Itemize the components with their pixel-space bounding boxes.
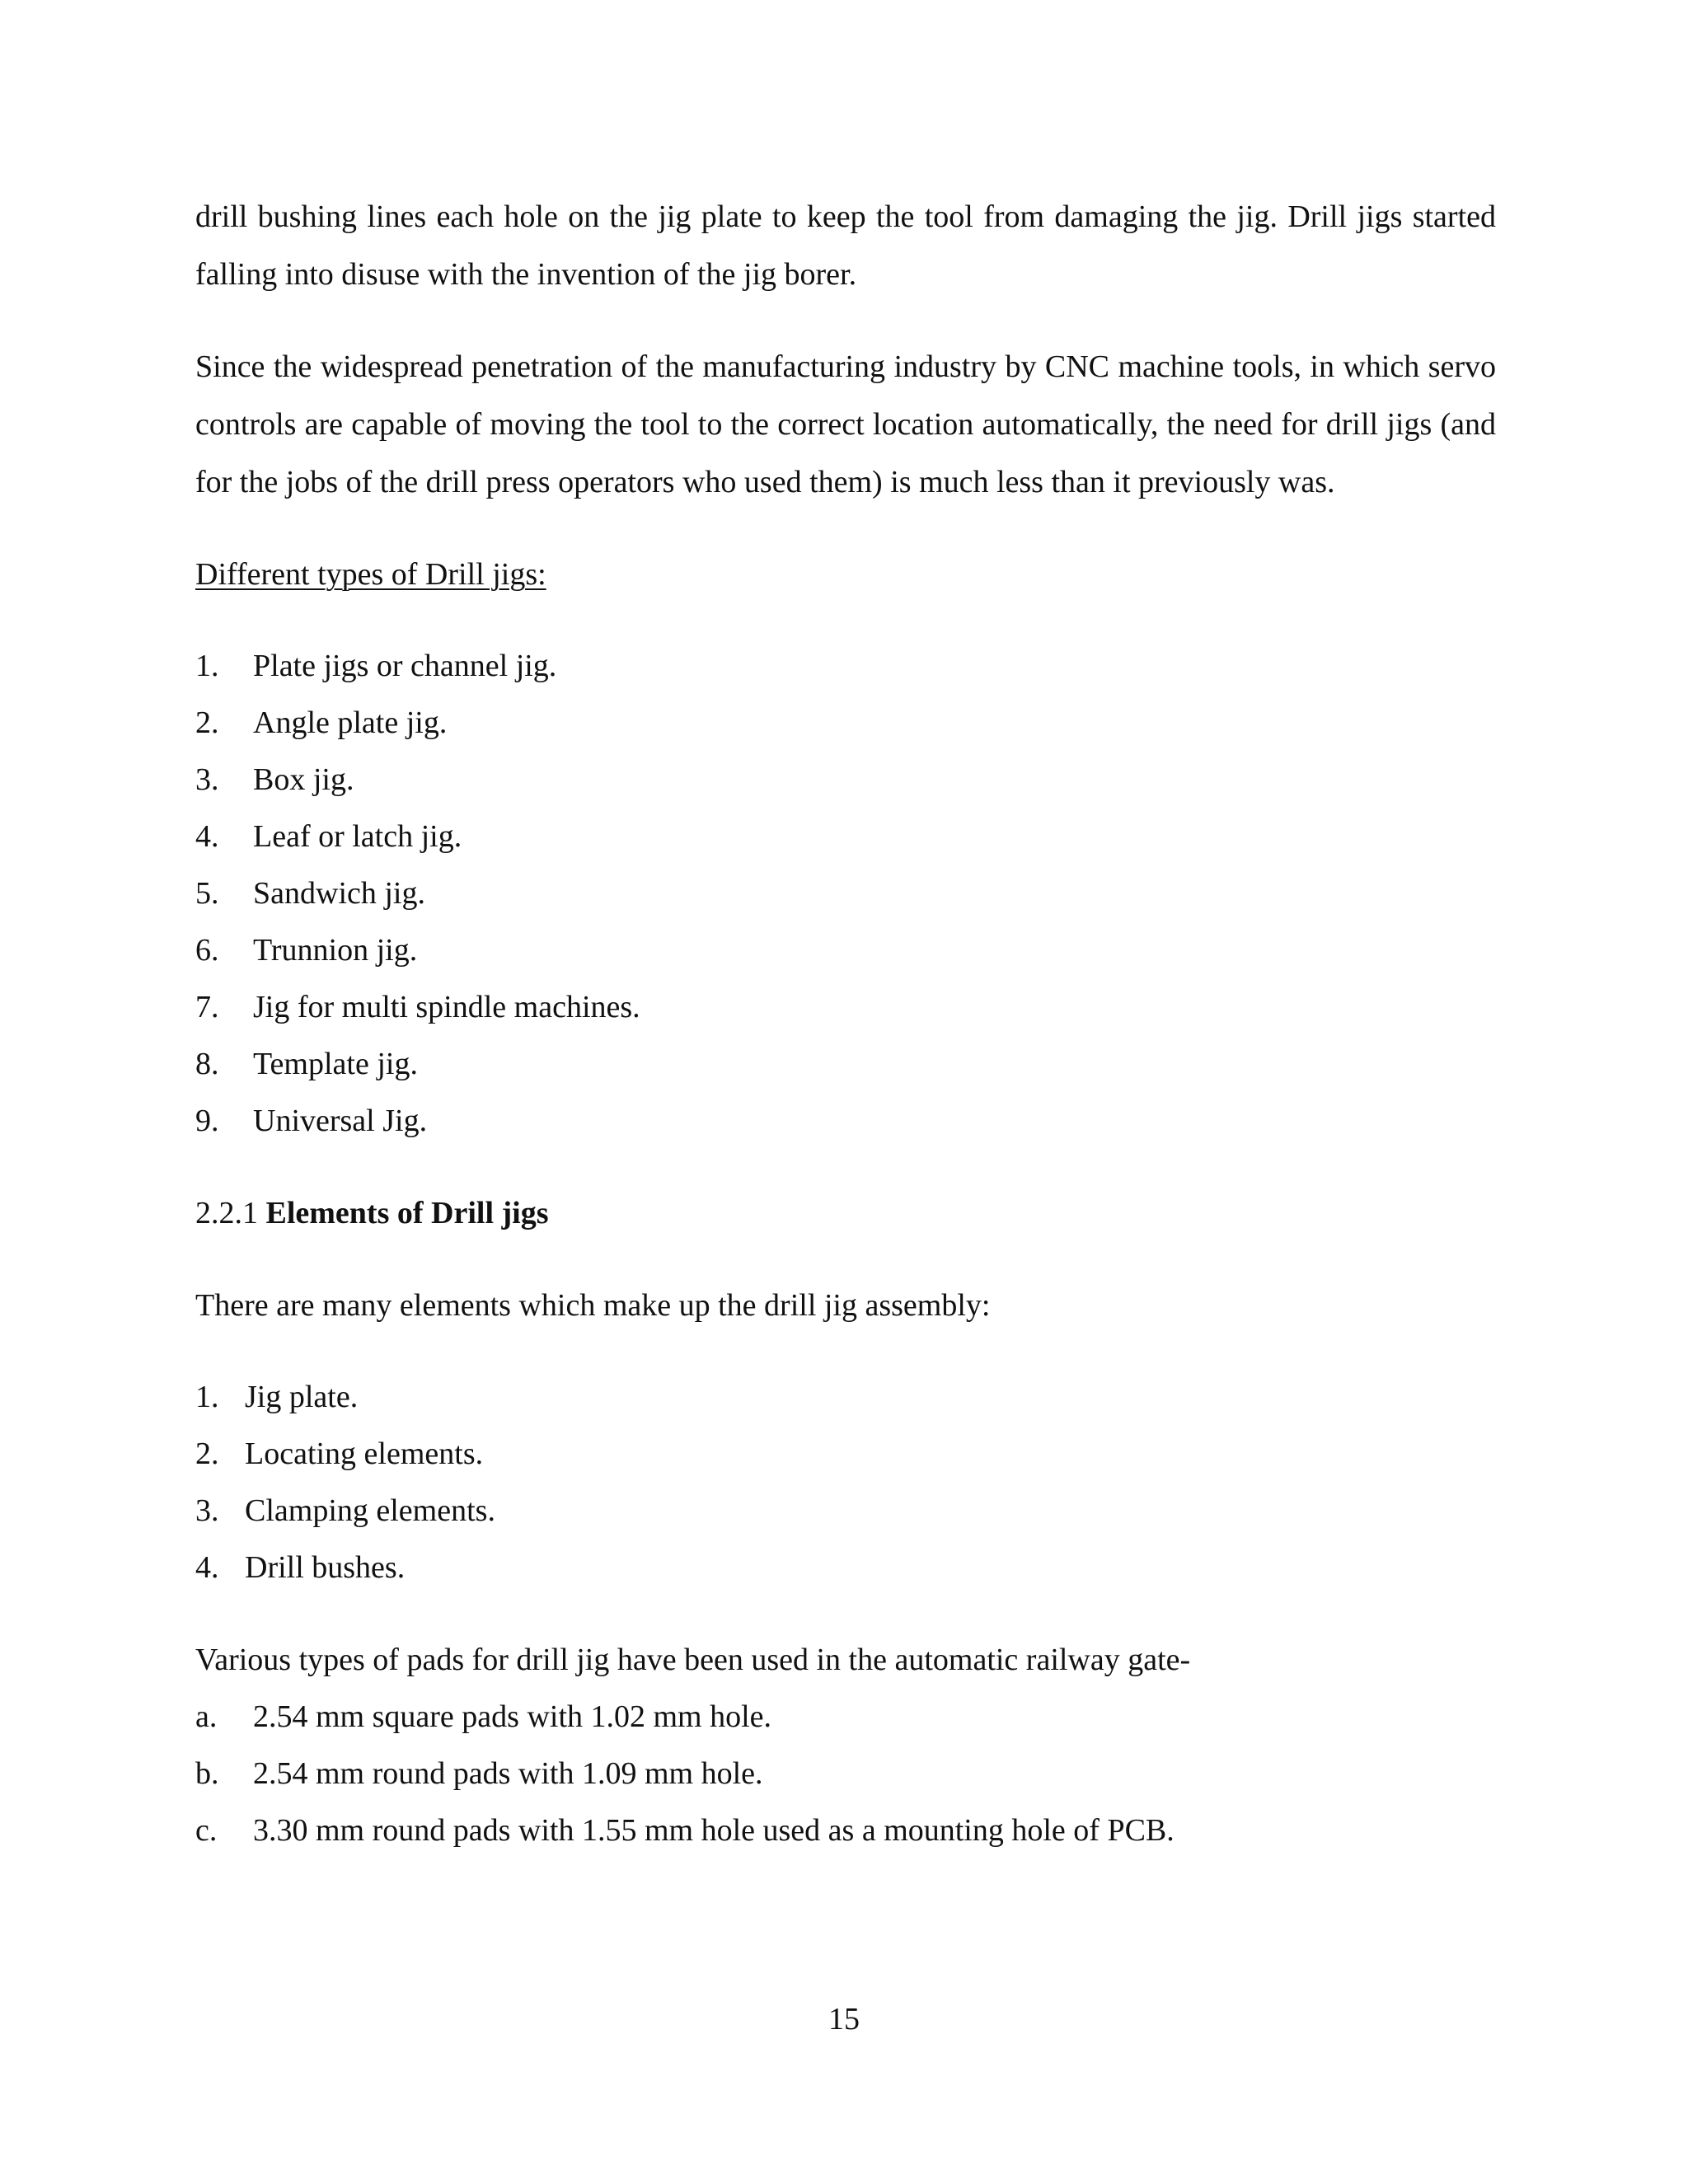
list-marker: 9. bbox=[195, 1104, 219, 1138]
list-marker: 1. bbox=[195, 649, 219, 683]
list-item bbox=[195, 979, 1496, 1036]
elements-intro: There are many elements which make up the drill jig assembly: bbox=[195, 1288, 991, 1323]
list-item-text: Drill bushes. bbox=[245, 1550, 406, 1585]
section-heading bbox=[195, 1184, 1496, 1242]
section-title: Elements of Drill jigs bbox=[265, 1196, 549, 1230]
list-item-text: Jig for multi spindle machines. bbox=[253, 990, 640, 1024]
list-marker: 4. bbox=[195, 819, 219, 854]
pads-intro: Various types of pads for drill jig have been used in the automatic railway gate- bbox=[195, 1643, 1191, 1677]
types-list bbox=[195, 638, 1496, 1150]
list-item bbox=[195, 1540, 1496, 1596]
list-marker: 4. bbox=[195, 1550, 219, 1585]
list-marker: c. bbox=[195, 1813, 218, 1848]
list-marker: 3. bbox=[195, 762, 219, 797]
list-item-text: Jig plate. bbox=[245, 1380, 359, 1414]
list-item-text: Trunnion jig. bbox=[253, 933, 418, 968]
list-item bbox=[195, 808, 1496, 865]
list-item bbox=[195, 922, 1496, 979]
list-marker: 1. bbox=[195, 1380, 219, 1414]
list-item-text: Clamping elements. bbox=[245, 1493, 495, 1528]
elements-list bbox=[195, 1369, 1496, 1596]
list-marker: 5. bbox=[195, 876, 219, 911]
list-item-text: Locating elements. bbox=[245, 1436, 484, 1471]
list-item bbox=[195, 1093, 1496, 1150]
list-marker: 2. bbox=[195, 1436, 219, 1471]
pads-list bbox=[195, 1689, 1496, 1859]
list-marker: 2. bbox=[195, 705, 219, 740]
list-item bbox=[195, 752, 1496, 808]
list-item bbox=[195, 1689, 1496, 1746]
list-item bbox=[195, 865, 1496, 922]
section-number: 2.2.1 bbox=[195, 1196, 258, 1230]
list-item-text: 3.30 mm round pads with 1.55 mm hole used as a mounting hole of PCB. bbox=[253, 1813, 1175, 1848]
list-marker: a. bbox=[195, 1699, 218, 1734]
list-marker: 3. bbox=[195, 1493, 219, 1528]
list-item-text: Template jig. bbox=[253, 1047, 418, 1081]
paragraph-cnc-machines: Since the widespread penetration of the manufacturing industry by CNC machine tools, in which servo controls are capable of moving the tool to the correct location automatically, the need for drill jigs (and for the jobs of the drill press operators who used them) is much less than it previously was. bbox=[195, 349, 1496, 499]
page-number: 15 bbox=[828, 2002, 860, 2036]
list-item-text: Box jig. bbox=[253, 762, 354, 797]
list-item-text: Plate jigs or channel jig. bbox=[253, 649, 557, 683]
paragraph-drill-bushing: drill bushing lines each hole on the jig plate to keep the tool from damaging the jig. Drill jigs started falling into disuse with the invention of the jig borer. bbox=[195, 199, 1496, 292]
list-item bbox=[195, 638, 1496, 695]
list-item bbox=[195, 695, 1496, 752]
list-item bbox=[195, 1426, 1496, 1483]
list-marker: 6. bbox=[195, 933, 219, 968]
document-page bbox=[195, 188, 1496, 1859]
list-item-text: Sandwich jig. bbox=[253, 876, 425, 911]
list-item-text: 2.54 mm round pads with 1.09 mm hole. bbox=[253, 1756, 763, 1791]
types-heading: Different types of Drill jigs: bbox=[195, 557, 546, 592]
list-item-text: 2.54 mm square pads with 1.02 mm hole. bbox=[253, 1699, 772, 1734]
list-item bbox=[195, 1369, 1496, 1426]
list-item-text: Universal Jig. bbox=[253, 1104, 428, 1138]
list-item bbox=[195, 1802, 1496, 1859]
list-marker: b. bbox=[195, 1756, 219, 1791]
list-item bbox=[195, 1036, 1496, 1093]
list-item bbox=[195, 1746, 1496, 1802]
list-marker: 7. bbox=[195, 990, 219, 1024]
list-marker: 8. bbox=[195, 1047, 219, 1081]
list-item-text: Angle plate jig. bbox=[253, 705, 448, 740]
list-item bbox=[195, 1483, 1496, 1540]
list-item-text: Leaf or latch jig. bbox=[253, 819, 462, 854]
